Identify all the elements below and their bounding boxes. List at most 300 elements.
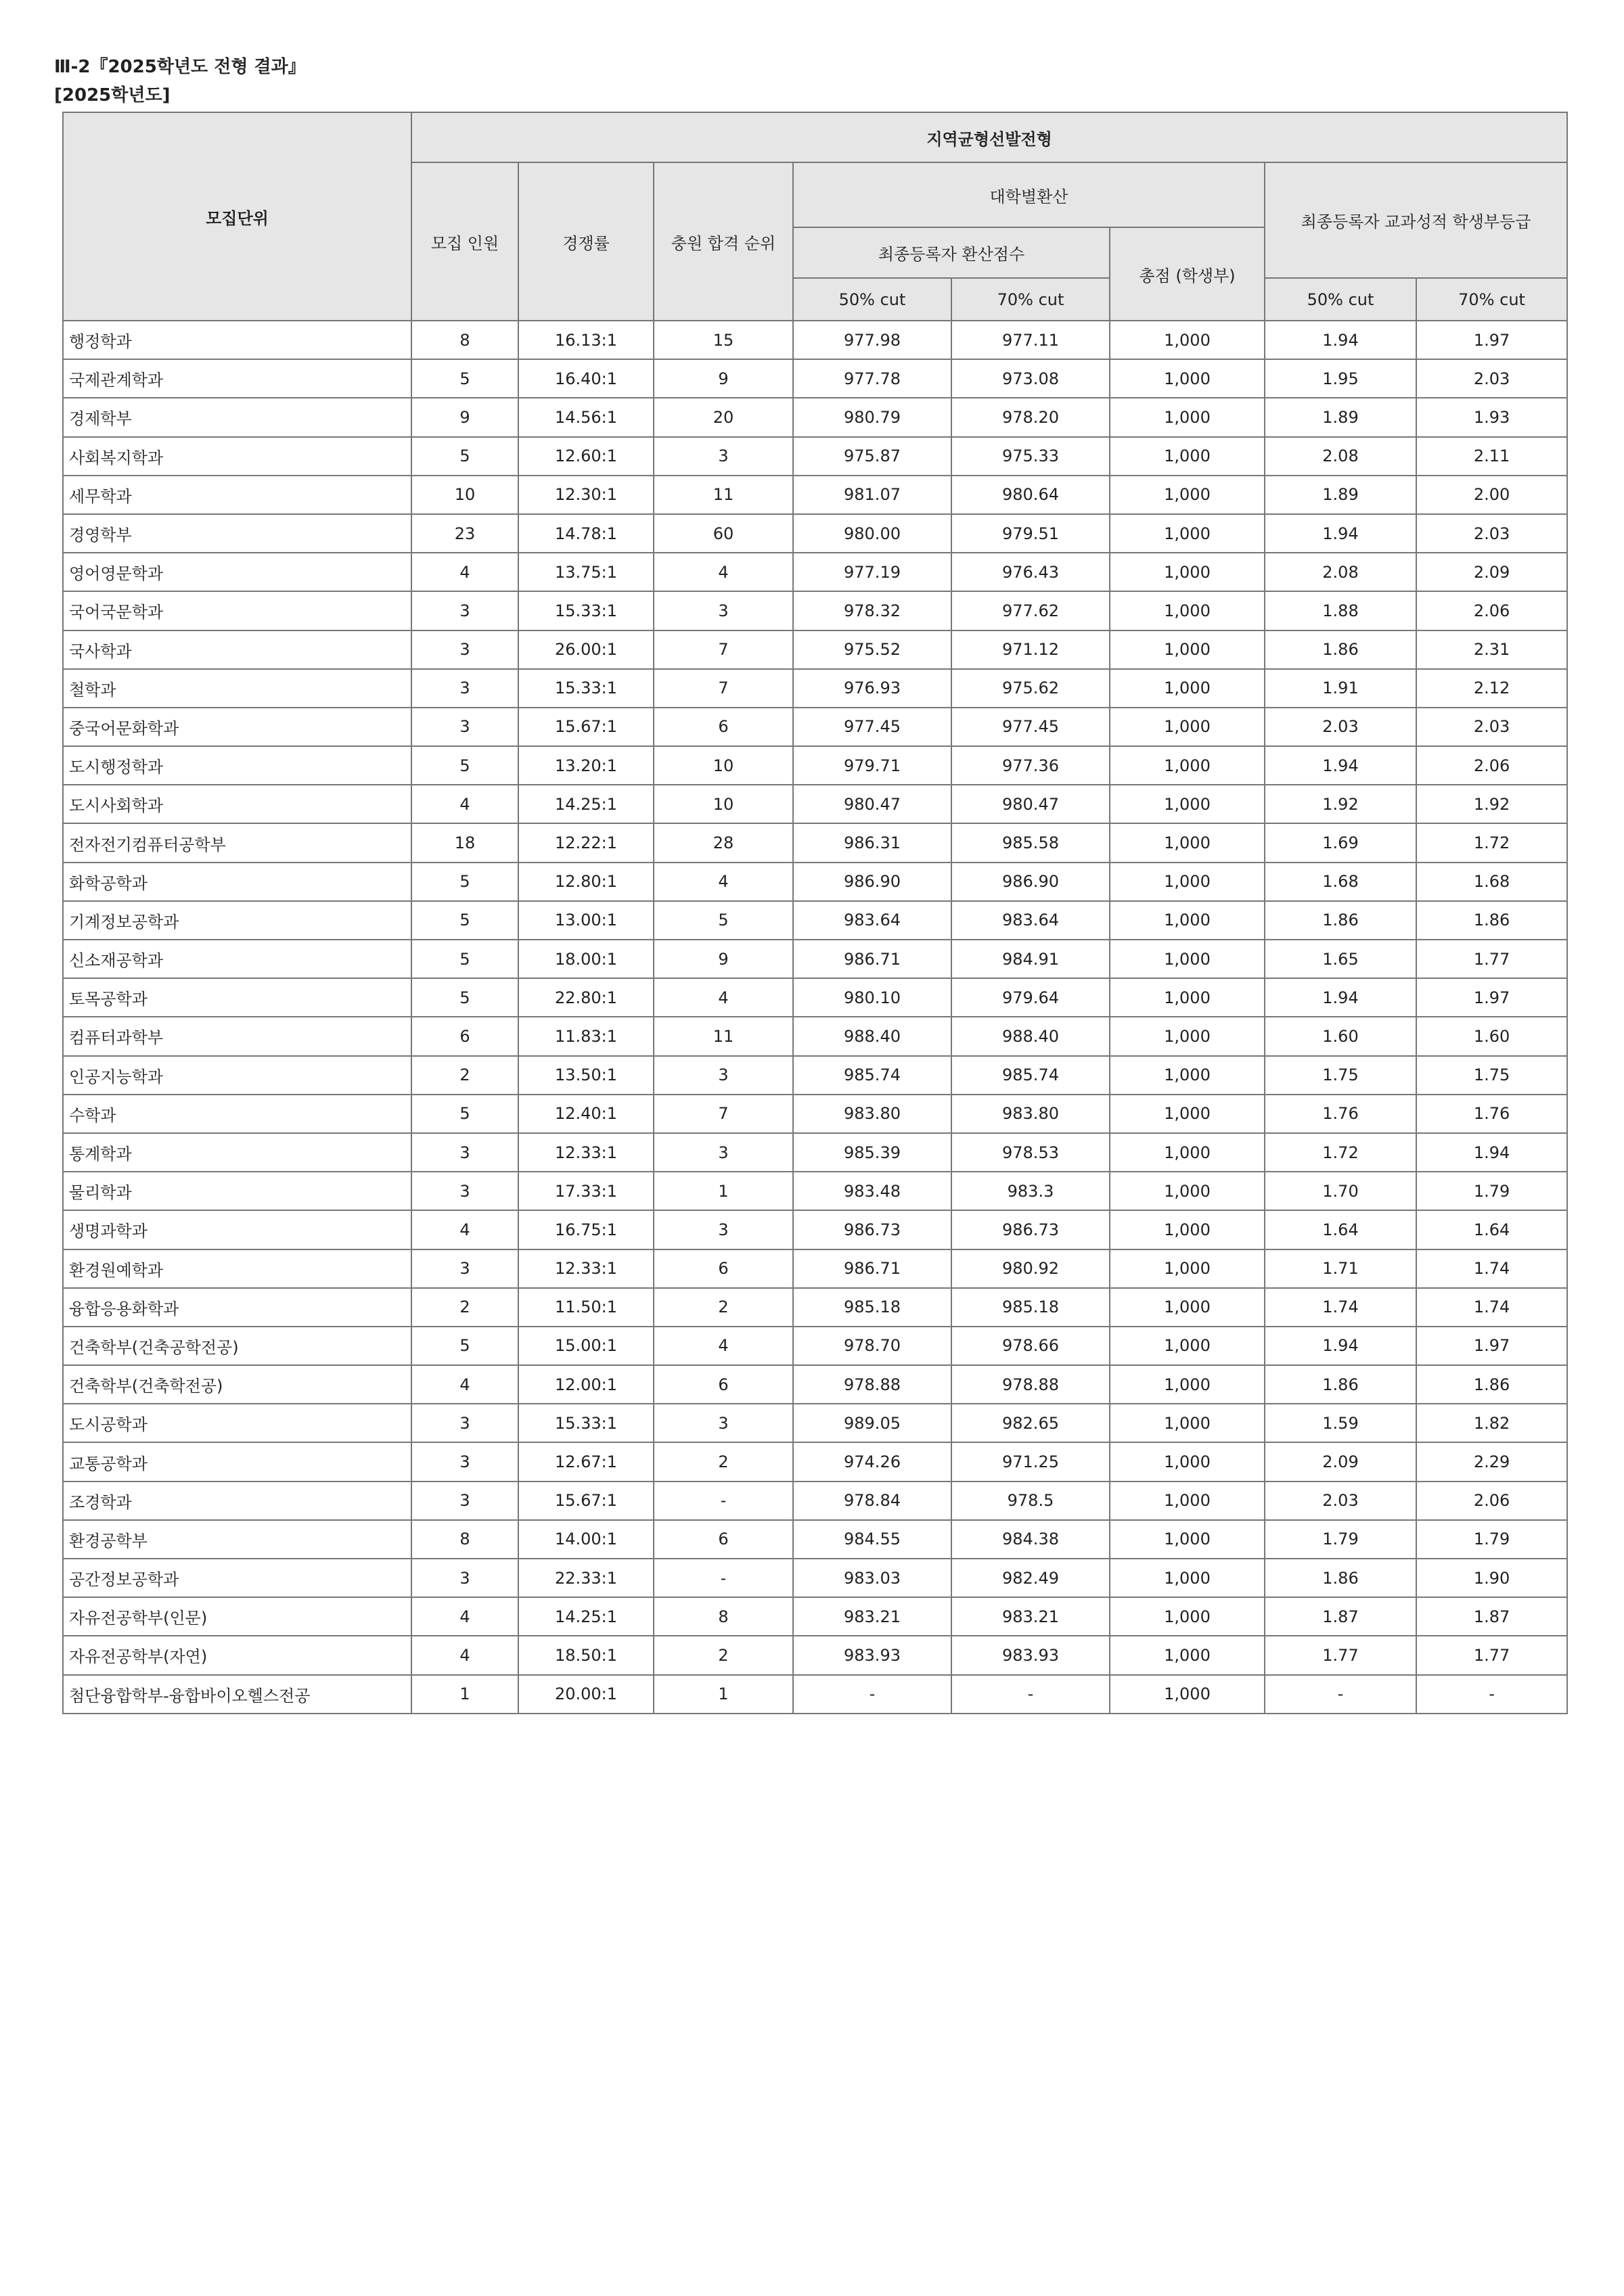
cell-unit-name: 도시사회학과: [63, 785, 411, 823]
cell-grade-cut50: 2.08: [1265, 437, 1416, 476]
cell-rank: 7: [654, 630, 793, 669]
cell-unit-name: 자유전공학부(자연): [63, 1636, 411, 1674]
cell-grade-cut70: 1.97: [1416, 978, 1567, 1017]
cell-score-cut50: 980.47: [793, 785, 951, 823]
cell-competition: 12.33:1: [518, 1133, 654, 1172]
cell-score-cut70: 975.62: [951, 669, 1110, 708]
cell-grade-cut70: 1.82: [1416, 1404, 1567, 1442]
cell-unit-name: 통계학과: [63, 1133, 411, 1172]
cell-total-score: 1,000: [1110, 1520, 1265, 1559]
cell-unit-name: 자유전공학부(인문): [63, 1597, 411, 1636]
cell-grade-cut70: 1.97: [1416, 321, 1567, 359]
cell-recruit: 5: [411, 437, 518, 476]
table-row: [63, 1365, 1567, 1404]
cell-rank: 7: [654, 1095, 793, 1133]
cell-grade-cut50: 1.94: [1265, 746, 1416, 785]
cell-grade-cut50: 1.71: [1265, 1249, 1416, 1288]
cell-competition: 26.00:1: [518, 630, 654, 669]
cell-grade-cut70: 1.74: [1416, 1249, 1567, 1288]
cell-score-cut70: 973.08: [951, 359, 1110, 398]
cell-score-cut70: 985.18: [951, 1288, 1110, 1327]
cell-total-score: 1,000: [1110, 1327, 1265, 1365]
table-row: [63, 823, 1567, 862]
cell-recruit: 5: [411, 359, 518, 398]
table-row: [63, 940, 1567, 978]
cell-rank: 3: [654, 1056, 793, 1095]
cell-rank: 28: [654, 823, 793, 862]
cell-grade-cut70: 2.29: [1416, 1442, 1567, 1481]
cell-unit-name: 국제관계학과: [63, 359, 411, 398]
cell-competition: 15.67:1: [518, 1482, 654, 1520]
cell-grade-cut70: 2.11: [1416, 437, 1567, 476]
cell-rank: 15: [654, 321, 793, 359]
cell-total-score: 1,000: [1110, 746, 1265, 785]
cell-rank: 9: [654, 359, 793, 398]
cell-competition: 18.50:1: [518, 1636, 654, 1674]
cell-score-cut50: 978.84: [793, 1482, 951, 1520]
cell-recruit: 3: [411, 591, 518, 630]
cell-grade-cut70: 2.09: [1416, 553, 1567, 591]
cell-rank: -: [654, 1482, 793, 1520]
cell-unit-name: 세무학과: [63, 476, 411, 514]
cell-unit-name: 인공지능학과: [63, 1056, 411, 1095]
cell-total-score: 1,000: [1110, 823, 1265, 862]
cell-recruit: 8: [411, 321, 518, 359]
cell-score-cut50: 977.45: [793, 708, 951, 746]
header-competition: 경쟁률: [518, 162, 654, 321]
cell-score-cut70: 983.80: [951, 1095, 1110, 1133]
cell-recruit: 3: [411, 1482, 518, 1520]
cell-rank: 6: [654, 1365, 793, 1404]
cell-score-cut70: -: [951, 1675, 1110, 1714]
cell-rank: 10: [654, 746, 793, 785]
cell-unit-name: 환경공학부: [63, 1520, 411, 1559]
table-row: [63, 1675, 1567, 1714]
table-row: [63, 1442, 1567, 1481]
cell-rank: 4: [654, 978, 793, 1017]
cell-score-cut70: 985.58: [951, 823, 1110, 862]
cell-total-score: 1,000: [1110, 901, 1265, 940]
cell-score-cut50: 985.74: [793, 1056, 951, 1095]
cell-grade-cut50: 1.94: [1265, 514, 1416, 553]
cell-competition: 11.50:1: [518, 1288, 654, 1327]
cell-recruit: 4: [411, 1365, 518, 1404]
cell-score-cut70: 982.65: [951, 1404, 1110, 1442]
cell-score-cut70: 978.88: [951, 1365, 1110, 1404]
cell-rank: 6: [654, 708, 793, 746]
cell-recruit: 8: [411, 1520, 518, 1559]
cell-recruit: 5: [411, 1095, 518, 1133]
cell-competition: 18.00:1: [518, 940, 654, 978]
table-row: [63, 1172, 1567, 1210]
cell-competition: 14.00:1: [518, 1520, 654, 1559]
cell-rank: 9: [654, 940, 793, 978]
cell-competition: 15.33:1: [518, 1404, 654, 1442]
table-body: [63, 321, 1567, 1714]
cell-grade-cut50: 1.70: [1265, 1172, 1416, 1210]
cell-grade-cut70: 1.94: [1416, 1133, 1567, 1172]
table-row: [63, 1597, 1567, 1636]
cell-grade-cut70: 1.92: [1416, 785, 1567, 823]
cell-rank: 3: [654, 1210, 793, 1249]
cell-score-cut70: 977.36: [951, 746, 1110, 785]
cell-grade-cut70: 1.86: [1416, 1365, 1567, 1404]
cell-unit-name: 국어국문학과: [63, 591, 411, 630]
cell-competition: 16.40:1: [518, 359, 654, 398]
cell-competition: 12.60:1: [518, 437, 654, 476]
cell-grade-cut70: 1.76: [1416, 1095, 1567, 1133]
cell-total-score: 1,000: [1110, 359, 1265, 398]
cell-rank: 2: [654, 1636, 793, 1674]
cell-recruit: 10: [411, 476, 518, 514]
cell-score-cut50: 978.88: [793, 1365, 951, 1404]
cell-competition: 13.00:1: [518, 901, 654, 940]
cell-total-score: 1,000: [1110, 1172, 1265, 1210]
cell-recruit: 3: [411, 630, 518, 669]
cell-grade-cut50: 1.77: [1265, 1636, 1416, 1674]
table-row: [63, 785, 1567, 823]
cell-score-cut50: 980.00: [793, 514, 951, 553]
table-header: [63, 112, 1567, 321]
cell-score-cut70: 984.38: [951, 1520, 1110, 1559]
cell-recruit: 4: [411, 785, 518, 823]
cell-score-cut50: 983.64: [793, 901, 951, 940]
cell-score-cut50: 980.10: [793, 978, 951, 1017]
table-row: [63, 1249, 1567, 1288]
header-final-converted: 최종등록자 환산점수: [793, 227, 1110, 278]
cell-total-score: 1,000: [1110, 1288, 1265, 1327]
table-row: [63, 514, 1567, 553]
cell-score-cut70: 986.73: [951, 1210, 1110, 1249]
cell-grade-cut50: 1.60: [1265, 1017, 1416, 1055]
cell-rank: 2: [654, 1288, 793, 1327]
cell-unit-name: 경제학부: [63, 398, 411, 436]
cell-grade-cut70: 1.77: [1416, 940, 1567, 978]
cell-total-score: 1,000: [1110, 591, 1265, 630]
cell-competition: 16.75:1: [518, 1210, 654, 1249]
cell-total-score: 1,000: [1110, 1095, 1265, 1133]
cell-grade-cut70: 2.03: [1416, 708, 1567, 746]
cell-unit-name: 환경원예학과: [63, 1249, 411, 1288]
cell-score-cut70: 976.43: [951, 553, 1110, 591]
cell-unit-name: 컴퓨터과학부: [63, 1017, 411, 1055]
cell-score-cut50: 975.52: [793, 630, 951, 669]
page-header: [54, 53, 306, 110]
cell-score-cut50: 985.39: [793, 1133, 951, 1172]
table-row: [63, 359, 1567, 398]
cell-grade-cut50: 2.08: [1265, 553, 1416, 591]
cell-score-cut50: 976.93: [793, 669, 951, 708]
table-row: [63, 669, 1567, 708]
cell-unit-name: 융합응용화학과: [63, 1288, 411, 1327]
table-row: [63, 1520, 1567, 1559]
cell-score-cut70: 977.62: [951, 591, 1110, 630]
header-grade-group: 최종등록자 교과성적 학생부등급: [1265, 162, 1567, 278]
cell-total-score: 1,000: [1110, 321, 1265, 359]
cell-unit-name: 영어영문학과: [63, 553, 411, 591]
table-row: [63, 1404, 1567, 1442]
cell-score-cut50: 984.55: [793, 1520, 951, 1559]
table-row: [63, 1133, 1567, 1172]
cell-unit-name: 건축학부(건축공학전공): [63, 1327, 411, 1365]
cell-recruit: 4: [411, 1636, 518, 1674]
cell-grade-cut70: 1.90: [1416, 1559, 1567, 1597]
cell-recruit: 5: [411, 940, 518, 978]
cell-grade-cut70: 2.00: [1416, 476, 1567, 514]
cell-grade-cut50: 1.92: [1265, 785, 1416, 823]
cell-rank: 7: [654, 669, 793, 708]
cell-unit-name: 건축학부(건축학전공): [63, 1365, 411, 1404]
cell-competition: 13.75:1: [518, 553, 654, 591]
cell-recruit: 3: [411, 1404, 518, 1442]
cell-total-score: 1,000: [1110, 1482, 1265, 1520]
cell-unit-name: 행정학과: [63, 321, 411, 359]
cell-grade-cut50: 1.94: [1265, 321, 1416, 359]
cell-score-cut70: 971.25: [951, 1442, 1110, 1481]
cell-competition: 14.25:1: [518, 1597, 654, 1636]
cell-rank: 5: [654, 901, 793, 940]
cell-score-cut50: 986.73: [793, 1210, 951, 1249]
table-row: [63, 746, 1567, 785]
cell-recruit: 3: [411, 1442, 518, 1481]
table-row: [63, 1017, 1567, 1055]
cell-recruit: 3: [411, 1249, 518, 1288]
table-row: [63, 1288, 1567, 1327]
cell-grade-cut50: 1.65: [1265, 940, 1416, 978]
cell-grade-cut70: 1.68: [1416, 863, 1567, 901]
table-row: [63, 398, 1567, 436]
cell-total-score: 1,000: [1110, 1133, 1265, 1172]
cell-rank: 20: [654, 398, 793, 436]
cell-total-score: 1,000: [1110, 630, 1265, 669]
page-subtitle: [2025학년도]: [54, 85, 171, 106]
cell-competition: 15.00:1: [518, 1327, 654, 1365]
cell-competition: 12.22:1: [518, 823, 654, 862]
table-row: [63, 863, 1567, 901]
cell-recruit: 3: [411, 1172, 518, 1210]
cell-unit-name: 조경학과: [63, 1482, 411, 1520]
cell-grade-cut50: 1.94: [1265, 1327, 1416, 1365]
cell-competition: 15.33:1: [518, 591, 654, 630]
table-row: [63, 553, 1567, 591]
cell-rank: 3: [654, 437, 793, 476]
cell-recruit: 3: [411, 1559, 518, 1597]
cell-recruit: 4: [411, 1597, 518, 1636]
cell-recruit: 4: [411, 553, 518, 591]
cell-total-score: 1,000: [1110, 1210, 1265, 1249]
table-row: [63, 591, 1567, 630]
cell-grade-cut50: 2.09: [1265, 1442, 1416, 1481]
cell-score-cut70: 980.64: [951, 476, 1110, 514]
cell-rank: 3: [654, 591, 793, 630]
cell-recruit: 5: [411, 863, 518, 901]
cell-unit-name: 첨단융합학부-융합바이오헬스전공: [63, 1675, 411, 1714]
cell-competition: 12.00:1: [518, 1365, 654, 1404]
cell-score-cut50: 978.32: [793, 591, 951, 630]
cell-unit-name: 국사학과: [63, 630, 411, 669]
cell-total-score: 1,000: [1110, 708, 1265, 746]
cell-rank: 3: [654, 1133, 793, 1172]
cell-recruit: 3: [411, 1133, 518, 1172]
table-row: [63, 978, 1567, 1017]
cell-competition: 11.83:1: [518, 1017, 654, 1055]
cell-score-cut70: 983.93: [951, 1636, 1110, 1674]
cell-total-score: 1,000: [1110, 1365, 1265, 1404]
cell-grade-cut70: 1.72: [1416, 823, 1567, 862]
cell-unit-name: 도시공학과: [63, 1404, 411, 1442]
cell-score-cut70: 980.47: [951, 785, 1110, 823]
cell-unit-name: 교통공학과: [63, 1442, 411, 1481]
cell-total-score: 1,000: [1110, 1675, 1265, 1714]
cell-grade-cut50: 1.59: [1265, 1404, 1416, 1442]
cell-score-cut50: 985.18: [793, 1288, 951, 1327]
cell-score-cut50: 977.78: [793, 359, 951, 398]
cell-score-cut70: 984.91: [951, 940, 1110, 978]
cell-rank: 6: [654, 1520, 793, 1559]
cell-score-cut50: 989.05: [793, 1404, 951, 1442]
cell-grade-cut70: 1.93: [1416, 398, 1567, 436]
cell-score-cut70: 977.11: [951, 321, 1110, 359]
header-grade-cut70: 70% cut: [1416, 278, 1567, 321]
cell-grade-cut50: 1.64: [1265, 1210, 1416, 1249]
cell-grade-cut70: 2.06: [1416, 1482, 1567, 1520]
cell-unit-name: 물리학과: [63, 1172, 411, 1210]
cell-competition: 12.33:1: [518, 1249, 654, 1288]
cell-competition: 20.00:1: [518, 1675, 654, 1714]
cell-grade-cut70: 1.86: [1416, 901, 1567, 940]
cell-grade-cut50: 1.94: [1265, 978, 1416, 1017]
cell-competition: 15.67:1: [518, 708, 654, 746]
cell-unit-name: 수학과: [63, 1095, 411, 1133]
cell-competition: 12.67:1: [518, 1442, 654, 1481]
cell-grade-cut70: 1.64: [1416, 1210, 1567, 1249]
cell-grade-cut70: 1.79: [1416, 1520, 1567, 1559]
cell-unit-name: 중국어문화학과: [63, 708, 411, 746]
cell-grade-cut70: 2.12: [1416, 669, 1567, 708]
cell-recruit: 5: [411, 1327, 518, 1365]
cell-unit-name: 철학과: [63, 669, 411, 708]
cell-score-cut70: 983.21: [951, 1597, 1110, 1636]
cell-score-cut70: 971.12: [951, 630, 1110, 669]
table-row: [63, 901, 1567, 940]
cell-competition: 14.25:1: [518, 785, 654, 823]
cell-competition: 15.33:1: [518, 669, 654, 708]
cell-score-cut70: 980.92: [951, 1249, 1110, 1288]
cell-recruit: 5: [411, 746, 518, 785]
cell-score-cut50: 983.48: [793, 1172, 951, 1210]
cell-competition: 22.33:1: [518, 1559, 654, 1597]
cell-recruit: 23: [411, 514, 518, 553]
header-admission-type: 지역균형선발전형: [411, 112, 1567, 162]
cell-score-cut50: 983.80: [793, 1095, 951, 1133]
cell-rank: 4: [654, 553, 793, 591]
cell-competition: 22.80:1: [518, 978, 654, 1017]
cell-score-cut50: 977.98: [793, 321, 951, 359]
cell-competition: 13.50:1: [518, 1056, 654, 1095]
cell-grade-cut50: 1.89: [1265, 398, 1416, 436]
cell-unit-name: 토목공학과: [63, 978, 411, 1017]
cell-unit-name: 도시행정학과: [63, 746, 411, 785]
cell-score-cut50: -: [793, 1675, 951, 1714]
cell-score-cut50: 988.40: [793, 1017, 951, 1055]
cell-unit-name: 공간정보공학과: [63, 1559, 411, 1597]
cell-total-score: 1,000: [1110, 1442, 1265, 1481]
cell-total-score: 1,000: [1110, 1559, 1265, 1597]
cell-score-cut70: 978.53: [951, 1133, 1110, 1172]
table-row: [63, 1559, 1567, 1597]
cell-grade-cut50: 1.88: [1265, 591, 1416, 630]
cell-unit-name: 생명과학과: [63, 1210, 411, 1249]
cell-score-cut50: 986.71: [793, 1249, 951, 1288]
cell-recruit: 3: [411, 708, 518, 746]
cell-score-cut50: 975.87: [793, 437, 951, 476]
cell-score-cut70: 983.3: [951, 1172, 1110, 1210]
cell-grade-cut70: 2.06: [1416, 591, 1567, 630]
cell-unit-name: 경영학부: [63, 514, 411, 553]
cell-grade-cut70: 1.77: [1416, 1636, 1567, 1674]
cell-score-cut70: 988.40: [951, 1017, 1110, 1055]
cell-rank: 1: [654, 1172, 793, 1210]
cell-grade-cut70: 2.31: [1416, 630, 1567, 669]
cell-total-score: 1,000: [1110, 669, 1265, 708]
table-row: [63, 1327, 1567, 1365]
cell-score-cut70: 975.33: [951, 437, 1110, 476]
cell-unit-name: 사회복지학과: [63, 437, 411, 476]
cell-total-score: 1,000: [1110, 785, 1265, 823]
cell-rank: 6: [654, 1249, 793, 1288]
cell-score-cut50: 981.07: [793, 476, 951, 514]
table-row: [63, 1482, 1567, 1520]
cell-rank: 11: [654, 476, 793, 514]
cell-competition: 12.30:1: [518, 476, 654, 514]
cell-rank: 2: [654, 1442, 793, 1481]
cell-score-cut50: 980.79: [793, 398, 951, 436]
cell-grade-cut70: 2.03: [1416, 514, 1567, 553]
cell-score-cut70: 978.66: [951, 1327, 1110, 1365]
cell-score-cut50: 983.21: [793, 1597, 951, 1636]
cell-recruit: 9: [411, 398, 518, 436]
cell-rank: 1: [654, 1675, 793, 1714]
cell-grade-cut50: 1.76: [1265, 1095, 1416, 1133]
table-row: [63, 437, 1567, 476]
header-total-score: 총점 (학생부): [1110, 227, 1265, 321]
cell-grade-cut50: 1.87: [1265, 1597, 1416, 1636]
cell-grade-cut50: 1.69: [1265, 823, 1416, 862]
cell-score-cut50: 978.70: [793, 1327, 951, 1365]
cell-total-score: 1,000: [1110, 1636, 1265, 1674]
header-rank: 충원 합격 순위: [654, 162, 793, 321]
cell-score-cut70: 982.49: [951, 1559, 1110, 1597]
cell-score-cut70: 979.64: [951, 978, 1110, 1017]
header-score-cut50: 50% cut: [793, 278, 951, 321]
cell-grade-cut70: 2.03: [1416, 359, 1567, 398]
cell-score-cut70: 977.45: [951, 708, 1110, 746]
cell-grade-cut50: 1.86: [1265, 901, 1416, 940]
page-title: Ⅲ-2『2025학년도 전형 결과』: [54, 57, 306, 77]
cell-score-cut50: 977.19: [793, 553, 951, 591]
cell-grade-cut50: 1.72: [1265, 1133, 1416, 1172]
table-row: [63, 1636, 1567, 1674]
cell-grade-cut50: 1.89: [1265, 476, 1416, 514]
cell-recruit: 5: [411, 978, 518, 1017]
header-grade-cut50: 50% cut: [1265, 278, 1416, 321]
cell-unit-name: 신소재공학과: [63, 940, 411, 978]
cell-recruit: 1: [411, 1675, 518, 1714]
cell-score-cut70: 985.74: [951, 1056, 1110, 1095]
cell-competition: 17.33:1: [518, 1172, 654, 1210]
cell-rank: 10: [654, 785, 793, 823]
cell-rank: -: [654, 1559, 793, 1597]
